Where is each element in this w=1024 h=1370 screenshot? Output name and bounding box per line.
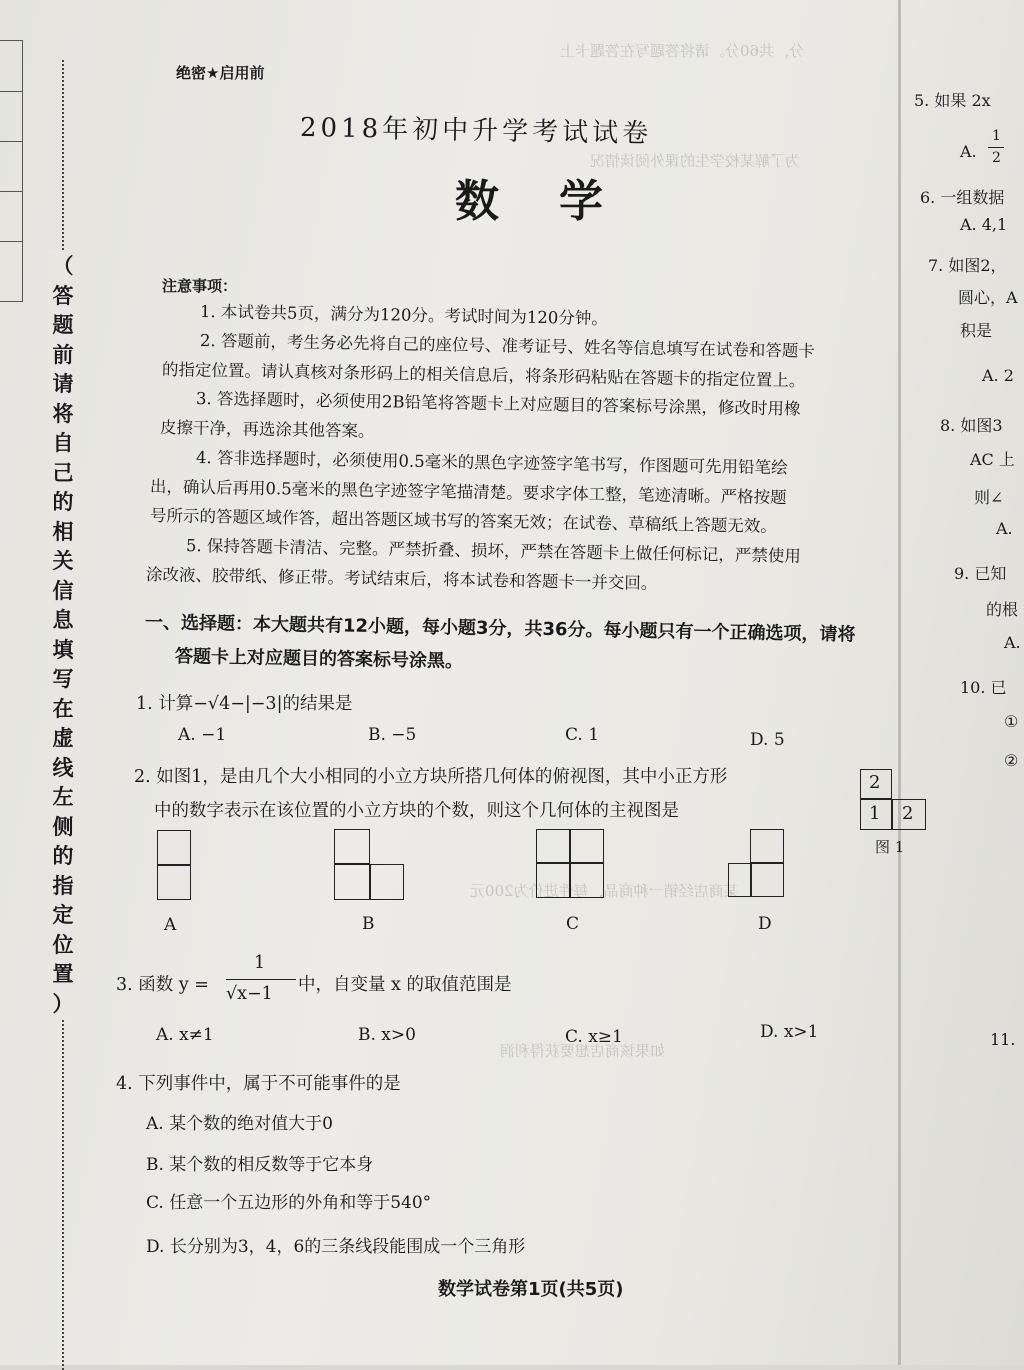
q2-label-c: C	[566, 914, 580, 934]
option-d-cell	[728, 863, 752, 897]
notice-line: 3. 答选择题时，必须使用2B铅笔将答题卡上对应题目的答案标号涂黑，修改时用橡	[195, 389, 801, 419]
right-q6-option: A. 4,1	[960, 215, 1008, 234]
binding-instruction-char: 填	[52, 637, 74, 662]
right-q7: 7. 如图2，	[928, 256, 1007, 275]
notice-line: 的指定位置。请认真核对条形码上的相关信息后，将条形码粘贴在答题卡的指定位置上。	[161, 360, 806, 391]
exam-title: 2018年初中升学考试试卷	[299, 112, 653, 150]
q1-option-b: B. −5	[368, 725, 417, 745]
binding-instruction-char: 将	[52, 401, 74, 426]
q2-label-b: B	[362, 914, 375, 934]
binding-instruction-char: 相	[52, 519, 74, 544]
right-q9: 9. 已知	[954, 564, 1007, 583]
q3-numerator: 1	[254, 953, 266, 973]
right-q10-item: ②	[1004, 751, 1019, 770]
notice-line: 5. 保持答题卡清洁、完整。严禁折叠、损坏，严禁在答题卡上做任何标记，严禁使用	[185, 536, 802, 566]
binding-instruction-char: 关	[52, 549, 74, 573]
right-q7-line: 积是	[960, 321, 993, 340]
notice-line: 涂改液、胶带纸、修正带。考试结束后，将本试卷和答题卡一并交回。	[145, 565, 658, 593]
q3-denominator: √x−1	[226, 984, 273, 1004]
binding-instruction-char: 请	[52, 372, 74, 396]
q3-option-b: B. x>0	[358, 1025, 416, 1045]
question-1: 1. 计算−√4−|−3|的结果是	[136, 694, 353, 714]
binding-info-box	[0, 40, 23, 302]
q2-label-a: A	[164, 915, 177, 935]
fig1-number: 2	[869, 772, 881, 793]
q1-option-d: D. 5	[750, 730, 785, 750]
notice-line: 2. 答题前，考生务必先将自己的座位号、准考证号、姓名等信息填写在试卷和答题卡	[199, 331, 816, 361]
fig1-number: 1	[869, 803, 881, 824]
q4-option-a: A. 某个数的绝对值大于0	[146, 1114, 333, 1134]
binding-instruction-char: 写	[52, 667, 74, 691]
right-q5-frac-bar	[988, 147, 1004, 148]
binding-instruction-char: 在	[52, 696, 74, 721]
binding-instruction-char: （	[52, 254, 74, 278]
option-d-cell	[750, 863, 784, 897]
right-q5-frac-num: 1	[992, 128, 1001, 144]
option-a-cell	[157, 865, 191, 900]
binding-instruction	[48, 250, 78, 1019]
binding-instruction-char: 左	[52, 785, 74, 809]
binding-instruction-char: 息	[52, 608, 74, 632]
q4-option-c: C. 任意一个五边形的外角和等于540°	[146, 1193, 432, 1213]
section-heading: 一、选择题：本大题共有12小题，每小题3分，共36分。每小题只有一个正确选项，请将	[144, 612, 856, 646]
notice-line: 4. 答非选择题时，必须使用0.5毫米的黑色字迹签字笔书写，作图题可先用铅笔绘	[195, 448, 788, 478]
binding-instruction-char: 侧	[52, 814, 74, 839]
q1-option-c: C. 1	[565, 725, 600, 745]
question-2: 2. 如图1，是由几个大小相同的小立方块所搭几何体的俯视图，其中小正方形	[134, 767, 728, 787]
binding-instruction-char: 己	[52, 460, 74, 485]
right-q7-option: A. 2	[982, 366, 1014, 385]
right-q7-line: 圆心，A	[958, 288, 1018, 307]
binding-instruction-char: ）	[52, 991, 74, 1016]
q4-option-d: D. 长分别为3，4，6的三条线段能围成一个三角形	[146, 1237, 526, 1257]
option-a-cell	[157, 830, 191, 865]
right-q9-line: 的根	[986, 600, 1019, 619]
binding-instruction-char: 虚	[52, 726, 74, 750]
option-c-cell	[536, 829, 570, 863]
fig1-caption: 图 1	[875, 838, 905, 856]
question-3: 3. 函数 y =	[116, 975, 209, 995]
option-b-cell	[334, 864, 370, 900]
question-4: 4. 下列事件中，属于不可能事件的是	[116, 1074, 401, 1094]
binding-instruction-char: 定	[52, 903, 74, 927]
exam-page: （ 答 题 前 请 将 自 己 的 相 关 信 息 填 写 在 虚 线 左 侧 的 指 定 位 置 ） 分，共60分。请将答题写在答题卡上 为了解某校学生的课外阅读情况 某商店经销一种商品，每件进价为200元 如果该商店想要获得利润 绝密★启用前 2018年初中升学考试试卷 数学 注意事项： 1. 本试卷共5页，满分为120分。考试时间为120分钟。 2. 答题前，考生务必先将自己的座位号、准考证号、姓名等信息填写在试卷和答题卡 的指定位置。请认真核对条形码上的相关信息后，将条形码粘贴在答题卡的指定位置上。 3. 答选择题时，必须使用2B铅笔将答题卡上对应题目的答案标号涂黑，修改时用橡 皮擦干净，再选涂其他答案。 4. 答非选择题时，必须使用0.5毫米的黑色字迹签字笔书写，作图题可先用铅笔绘 出，确认后再用0.5毫米的黑色字迹签字笔描清楚。要求字体工整，笔迹清晰。严格按题 号所示的答题区域作答，超出答题区域书写的答案无效；在试卷、草稿纸上答题无效。 5. 保持答题卡清洁、完整。严禁折叠、损坏，严禁在答题卡上做任何标记，严禁使用 涂改液、胶带纸、修正带。考试结束后，将本试卷和答题卡一并交回。 一、选择题：本大题共有12小题，每小题3分，共36分。每小题只有一个正确选项，请将 答题卡上对应题目的答案标号涂黑。 1. 计算−√4−|−3|的结果是 A. −1 B. −5 C. 1 D. 5 2. 如图1，是由几个大小相同的小立方块所搭几何体的俯视图，其中小正方形 中的数字表示在该位置的小立方块的个数，则这个几何体的主视图是 2 1 2 图 1 A B C D 3. 函数 y = 1 √x−1 中，自变量 x 的取值范围是 A. x≠1 B. x>0 C. x≥1 D. x>1 4. 下列事件中，属于不可能事件的是 A. 某个数的绝对值大于0 B. 某个数的相反数等于它本身 C. 任意一个五边形的外角和等于540° D. 长分别为3，4，6的三条线段能围成一个三角形 数学试卷第1页(共5页) 5. 如果 2x A. 1 2 6. 一组数据 A. 4,1 7. 如图2， 圆心，A 积是 A. 2 8. 如图3 AC 上 则∠ A. 9. 已知 的根 A. 10. 已 ① ② 11.	[0, 0, 1024, 1365]
option-d-cell	[750, 829, 784, 863]
notice-line: 出，确认后再用0.5毫米的黑色字迹签字笔描清楚。要求字体工整，笔迹清晰。严格按题	[149, 477, 787, 508]
binding-instruction-char: 前	[52, 342, 74, 367]
binding-instruction-char: 位	[52, 932, 74, 957]
right-q9-option: A.	[1004, 633, 1021, 652]
notice-line: 皮擦干净，再选涂其他答案。	[159, 418, 375, 441]
option-c-cell	[570, 829, 604, 863]
q2-label-d: D	[758, 914, 772, 934]
q3-fraction-bar	[226, 979, 296, 980]
right-q11: 11.	[990, 1030, 1016, 1049]
right-q8-line: AC 上	[970, 450, 1015, 469]
option-b-cell	[370, 864, 404, 900]
subject-title: 数学	[455, 176, 663, 227]
right-q8: 8. 如图3	[940, 416, 1003, 435]
notice-heading: 注意事项：	[162, 277, 238, 295]
confidential-label: 绝密★启用前	[176, 64, 265, 82]
option-c-cell	[536, 863, 570, 898]
question-3-cont: 中，自变量 x 的取值范围是	[298, 975, 512, 995]
page-footer: 数学试卷第1页(共5页)	[438, 1279, 624, 1300]
question-2-cont: 中的数字表示在该位置的小立方块的个数，则这个几何体的主视图是	[154, 801, 679, 821]
binding-instruction-char: 指	[52, 873, 74, 898]
q3-option-a: A. x≠1	[156, 1025, 214, 1045]
right-q10: 10. 已	[960, 678, 1007, 697]
binding-instruction-char: 置	[52, 962, 74, 986]
option-b-cell	[334, 829, 370, 864]
q3-option-c: C. x≥1	[565, 1027, 623, 1047]
binding-instruction-char: 线	[52, 755, 74, 780]
fig1-number: 2	[902, 803, 914, 824]
notice-line: 1. 本试卷共5页，满分为120分。考试时间为120分钟。	[199, 302, 609, 329]
section-heading-cont: 答题卡上对应题目的答案标号涂黑。	[174, 646, 464, 673]
binding-instruction-char: 的	[52, 490, 74, 514]
binding-instruction-char: 答	[52, 283, 74, 308]
right-q8-line: 则∠	[974, 488, 1004, 507]
notice-line: 号所示的答题区域作答，超出答题区域书写的答案无效；在试卷、草稿纸上答题无效。	[149, 506, 778, 536]
q4-option-b: B. 某个数的相反数等于它本身	[146, 1155, 374, 1175]
q3-option-d: D. x>1	[760, 1022, 819, 1042]
right-q8-option: A.	[996, 519, 1013, 538]
right-q6: 6. 一组数据	[920, 188, 1005, 207]
binding-instruction-char: 自	[52, 431, 74, 455]
page-fold	[898, 0, 901, 1365]
right-q5: 5. 如果 2x	[914, 91, 991, 110]
right-q10-item: ①	[1004, 712, 1019, 731]
binding-instruction-char: 题	[52, 313, 74, 337]
q1-option-a: A. −1	[178, 725, 227, 745]
option-c-cell	[570, 863, 604, 898]
right-q5-frac-den: 2	[992, 150, 1001, 166]
binding-instruction-char: 信	[52, 578, 74, 603]
right-q5-option: A.	[960, 142, 977, 161]
binding-instruction-char: 的	[52, 844, 74, 868]
